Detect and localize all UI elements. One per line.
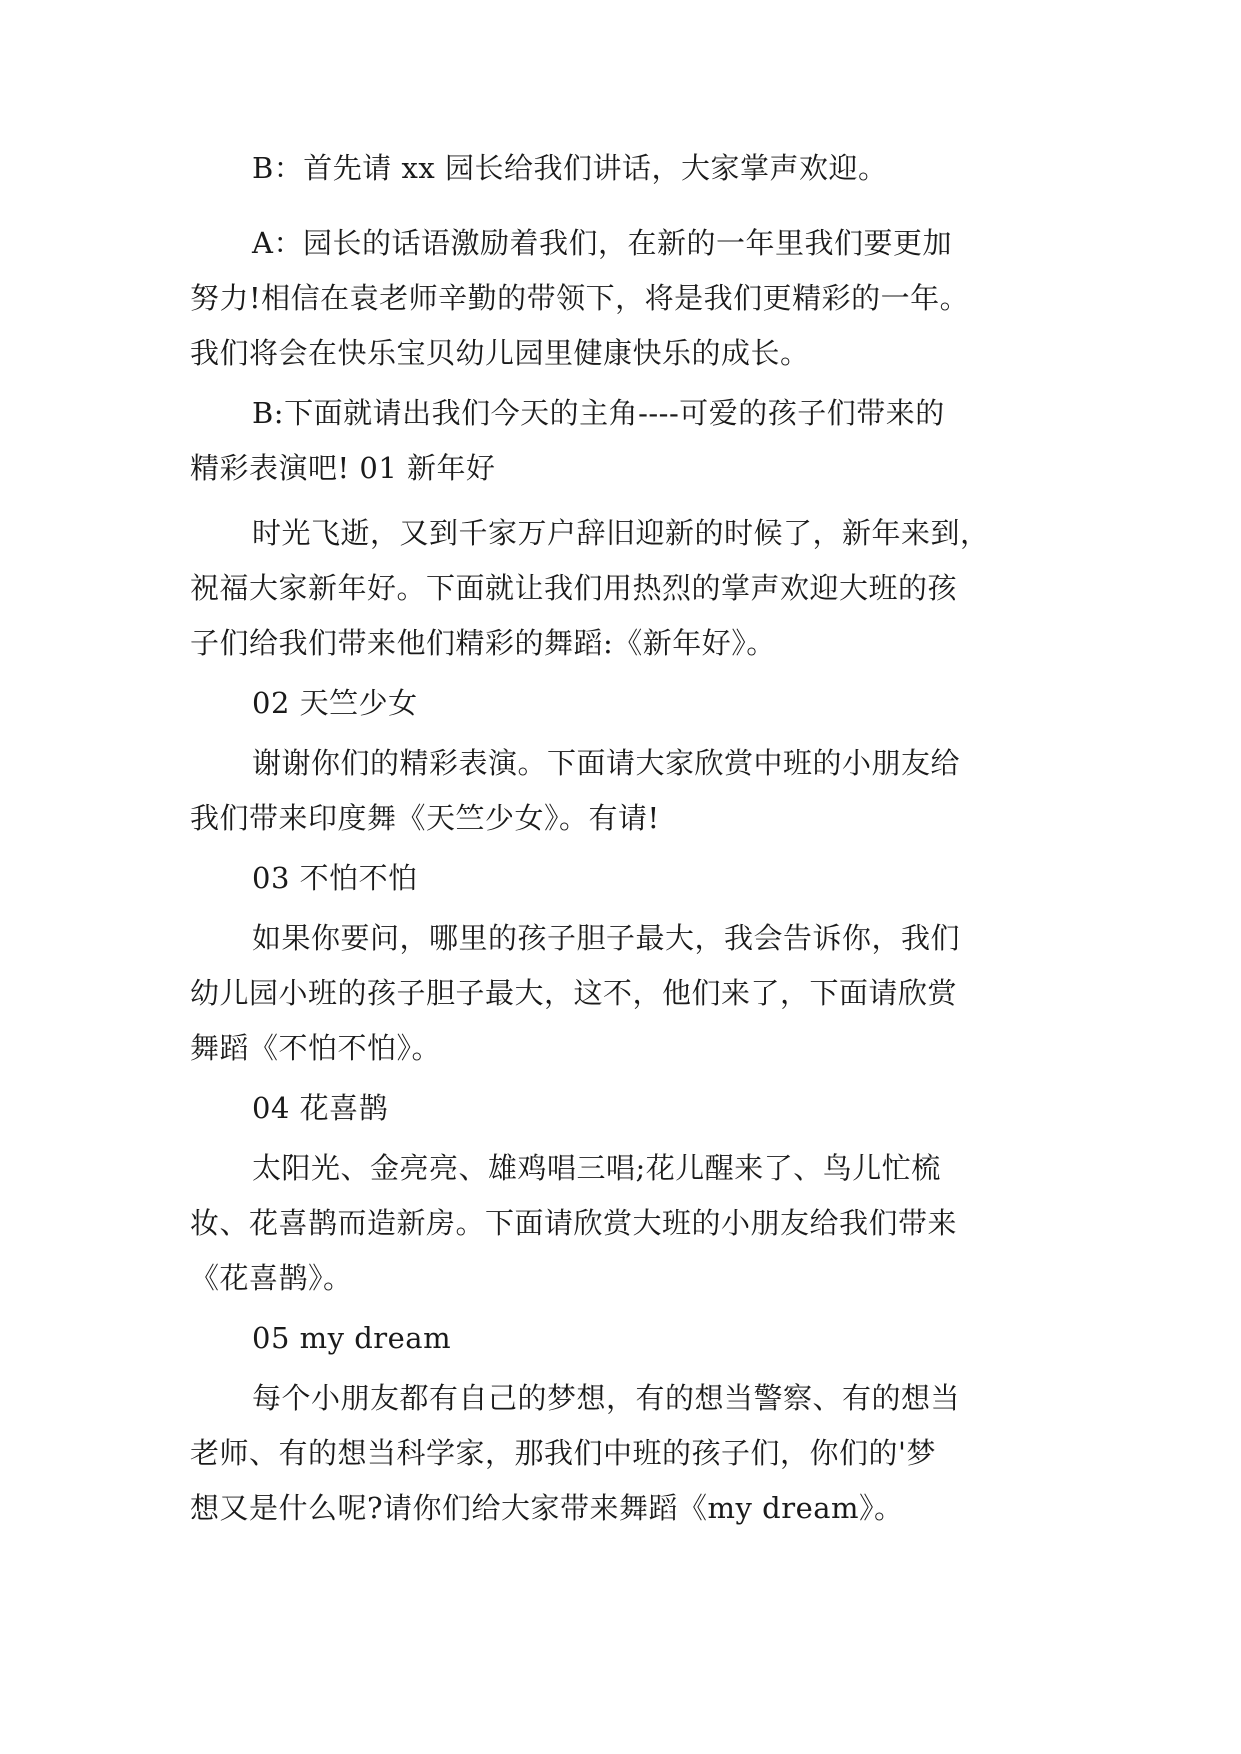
paragraph-line: 精彩表演吧! 01 新年好 [190,451,496,485]
section-heading: 05 my dream [252,1321,452,1355]
paragraph-line: B:下面就请出我们今天的主角----可爱的孩子们带来的 [252,396,945,430]
section-heading: 04 花喜鹊 [252,1091,389,1125]
paragraph-line: 子们给我们带来他们精彩的舞蹈:《新年好》。 [190,626,776,660]
paragraph-line: B：首先请 xx 园长给我们讲话，大家掌声欢迎。 [252,151,888,185]
paragraph-line: 每个小朋友都有自己的梦想，有的想当警察、有的想当 [252,1381,961,1415]
paragraph-line: 幼儿园小班的孩子胆子最大，这不，他们来了，下面请欣赏 [190,976,958,1010]
paragraph-line: A：园长的话语激励着我们，在新的一年里我们要更加 [252,226,952,260]
paragraph-line: 努力!相信在袁老师辛勤的带领下，将是我们更精彩的一年。 [190,281,970,315]
paragraph-line: 时光飞逝，又到千家万户辞旧迎新的时候了，新年来到， [252,516,990,550]
section-heading: 02 天竺少女 [252,686,418,720]
paragraph-line: 我们将会在快乐宝贝幼儿园里健康快乐的成长。 [190,336,810,370]
paragraph-line: 老师、有的想当科学家，那我们中班的孩子们，你们的'梦 [190,1436,936,1470]
paragraph-line: 妆、花喜鹊而造新房。下面请欣赏大班的小朋友给我们带来 [190,1206,958,1240]
paragraph-line: 祝福大家新年好。下面就让我们用热烈的掌声欢迎大班的孩 [190,571,958,605]
paragraph-line: 我们带来印度舞《天竺少女》。有请! [190,801,660,835]
section-heading: 03 不怕不怕 [252,861,418,895]
paragraph-line: 太阳光、金亮亮、雄鸡唱三唱;花儿醒来了、鸟儿忙梳 [252,1151,941,1185]
paragraph-line: 《花喜鹊》。 [190,1261,353,1295]
paragraph-line: 谢谢你们的精彩表演。下面请大家欣赏中班的小朋友给 [252,746,961,780]
paragraph-line: 如果你要问，哪里的孩子胆子最大，我会告诉你，我们 [252,921,961,955]
paragraph-line: 想又是什么呢?请你们给大家带来舞蹈《my dream》。 [190,1491,904,1525]
paragraph-line: 舞蹈《不怕不怕》。 [190,1031,442,1065]
